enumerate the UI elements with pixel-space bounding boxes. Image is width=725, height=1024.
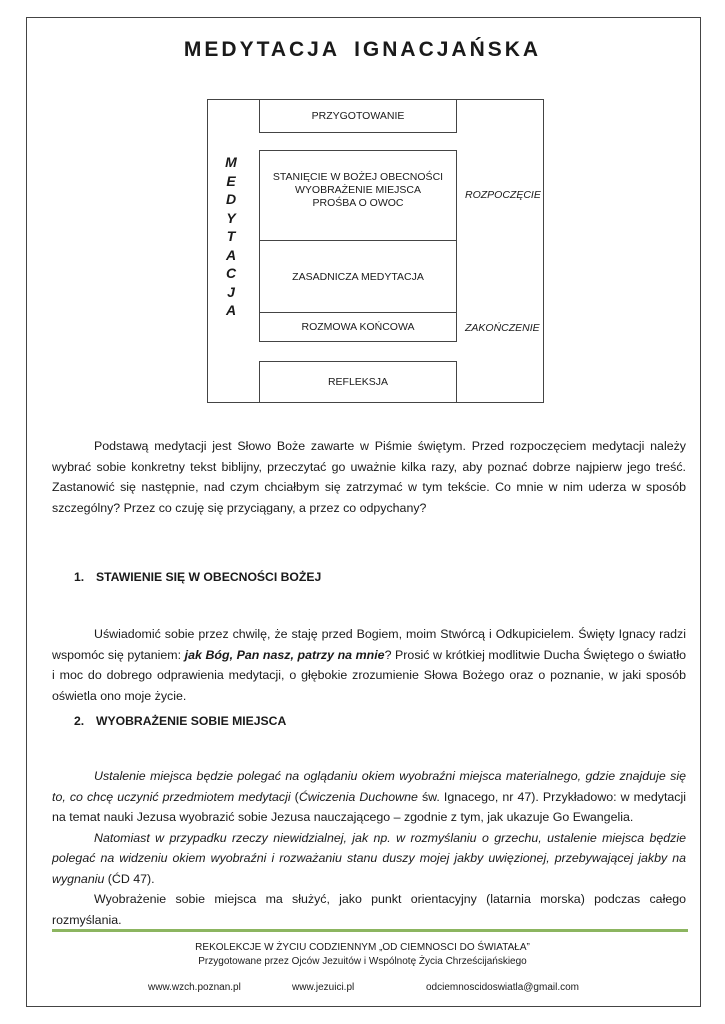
section-1-paragraph (52, 624, 686, 706)
text-span: św. Ignacego, nr 47). Przykładowo: w medytacji na temat nauki Jezusa wyobrazić sobie Jezusa nauczającego – zgodnie z tym, jak ukazuje Go Ewangelia. (52, 789, 687, 824)
section-2-paragraphs (52, 766, 686, 930)
box-preparation: PRZYGOTOWANIE (259, 99, 457, 133)
vertical-letter: E (226, 172, 236, 189)
vertical-letter: C (225, 265, 237, 281)
text-span: ? Prosić w krótkiej modlitwie Ducha Świętego o światło i moc do dobrego odprawienia medytacji, o głębokie zrozumienie Słowa Bożego oraz o poznanie, w jaki sposób oświetla ono moje życie. (52, 647, 686, 703)
section-title: STAWIENIE SIĘ W OBECNOŚCI BOŻEJ (96, 570, 322, 584)
vertical-letter: A (225, 302, 237, 318)
intro-line-presence: STANIĘCIE W BOŻEJ OBECNOŚCI (272, 171, 444, 183)
footer-line-1: REKOLEKCJE W ŻYCIU CODZIENNYM „OD CIEMNOSCI DO ŚWIATAŁA” (195, 942, 530, 953)
footer-link-wzch[interactable]: www.wzch.poznan.pl (148, 982, 241, 993)
page-title: MEDYTACJA IGNACJAŃSKA (183, 38, 542, 61)
section-number: 1. (74, 570, 85, 584)
intro-line-place: WYOBRAŻENIE MIEJSCA (294, 184, 421, 196)
label-ending: ZAKOŃCZENIE (465, 322, 540, 334)
text-span: Wyobrażenie sobie miejsca ma służyć, jako punkt orientacyjny (latarnia morska) podczas całego rozmyślania. (52, 892, 686, 927)
footer-divider (52, 929, 688, 932)
vertical-word-meditation (222, 153, 240, 320)
box-reflection: REFLEKSJA (259, 361, 457, 403)
vertical-letter: T (226, 228, 236, 244)
footer-line-2: Przygotowane przez Ojców Jezuitów i Wspólnotę Życia Chrześcijańskiego (198, 956, 527, 967)
label-beginning: ROZPOCZĘCIE (465, 189, 541, 201)
intro-paragraph (52, 436, 686, 518)
text-span: (ĆD 47). (104, 871, 155, 886)
vertical-letter: Y (226, 209, 236, 226)
section-2-heading (74, 714, 286, 728)
section-title: WYOBRAŻENIE SOBIE MIEJSCA (96, 714, 287, 728)
section-1-heading (74, 570, 321, 584)
section-number: 2. (74, 714, 85, 728)
intro-line-request: PROŚBA O OWOC (312, 197, 404, 209)
footer-email[interactable]: odciemnoscidoswiatla@gmail.com (426, 982, 579, 993)
book-title: Ćwiczenia Duchowne (298, 789, 418, 804)
text-span: ( (290, 789, 299, 804)
quote-text: Natomiast w przypadku rzeczy niewidzialnej, jak np. w rozmyślaniu o grzechu, ustalenie miejsca będzie polegać na widzeniu okiem wyobraźni i rozważaniu stanu duszy mojej jakby uwięzionej, przebywającej jakby na wygnaniu (52, 830, 686, 886)
vertical-letter: M (225, 154, 237, 170)
vertical-letter: J (227, 283, 235, 300)
intro-text: Podstawą medytacji jest Słowo Boże zawarte w Piśmie świętym. Przed rozpoczęciem medytacji należy wybrać sobie konkretny tekst biblijny, przeczytać go uważnie kilka razy, aby poznać dobrze najpierw jego treść. Zastanowić się następnie, nad czym chciałbym się zatrzymać w tym tekście. Co mnie w nim uderza w sposób szczególny? Przez co czuję się przyciągany, a przez co odpychany? (52, 439, 686, 515)
box-main-meditation: ZASADNICZA MEDYTACJA (259, 240, 457, 313)
text-span: Uświadomić sobie przez chwilę, że staję przed Bogiem, moim Stwórcą i Odkupicielem. Święty Ignacy radzi wspomóc się pytaniem: (52, 627, 686, 662)
emphasis-question: jak Bóg, Pan nasz, patrzy na mnie (184, 647, 385, 662)
box-introduction (259, 150, 457, 241)
vertical-letter: A (225, 246, 237, 263)
box-closing-colloquy: ROZMOWA KOŃCOWA (259, 312, 457, 342)
quote-text: Ustalenie miejsca będzie polegać na oglądaniu okiem wyobraźni miejsca materialnego, gdzie znajduje się to, co chcę uczynić przedmiotem medytacji (52, 769, 686, 804)
vertical-letter: D (225, 191, 237, 207)
footer-link-jezuici[interactable]: www.jezuici.pl (292, 982, 355, 993)
